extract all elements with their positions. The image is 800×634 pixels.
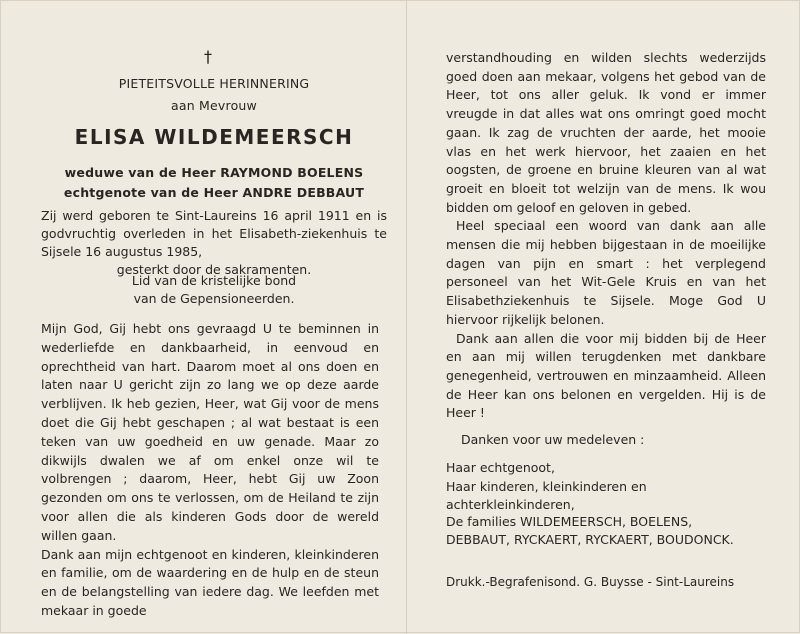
family-line-3: achterkleinkinderen, xyxy=(446,497,575,512)
right-paragraph-1: verstandhouding en wilden slechts wederzijds goed doen aan mekaar, volgens het gebod van de Heer, tot ons aller geluk. Ik vond er immer vreugde in dat alles wat ons omringt goed mocht gaan. Ik zag de vruchten der aarde, het mooie vlas en het werk hiervoor, het zaaien en het oogsten, de groene en bruine kleuren van al wat groeit en bloeit tot welzijn van de mens. Ik wou bidden om geloof en geloven in gebed. xyxy=(446,50,766,215)
membership xyxy=(41,272,387,308)
printer-credit: Drukk.-Begrafenisond. G. Buysse - Sint-Laureins xyxy=(446,575,735,589)
biography xyxy=(41,207,387,279)
heading: PIETEITSVOLLE HERINNERING xyxy=(118,76,310,91)
cross-icon: † xyxy=(204,47,212,66)
membership-line-1: Lid van de kristelijke bond xyxy=(131,273,297,288)
prayer-paragraph-2: Dank aan mijn echtgenoot en kinderen, kleinkinderen en familie, om de waardering en de hulp en de steun en de belangstelling van iedere dag. We leefden met mekaar in goede xyxy=(41,546,379,618)
family-line-2: Haar kinderen, kleinkinderen en xyxy=(446,479,647,494)
widow-of: weduwe van de Heer RAYMOND BOELENS xyxy=(64,165,364,180)
right-text xyxy=(446,49,766,423)
thanks-title: Danken voor uw medeleven : xyxy=(461,432,645,447)
biography-sacraments: gesterkt door de sakramenten. xyxy=(116,262,312,277)
right-paragraph-3: Dank aan allen die voor mij bidden bij de Heer en aan mij willen terugdenken met dankbare genegenheid, vertrouwen en minzaamheid. Alleen de Heer kan ons belonen en vergelden. Hij is de Heer ! xyxy=(446,330,766,421)
family-line-5: DEBBAUT, RYCKAERT, RYCKAERT, BOUDONCK. xyxy=(446,532,734,547)
fold-line xyxy=(406,1,407,634)
membership-line-2: van de Gepensioneerden. xyxy=(133,291,295,306)
prayer-paragraph-1: Mijn God, Gij hebt ons gevraagd U te beminnen in wederliefde en dankbaarheid, in eenvoud en oprechtheid van hart. Daarom moet al ons doen en laten naar U gericht zijn zo lang we op deze aarde verblijven. Ik heb gezien, Heer, wat Gij voor de mens doet die Gij hebt geschapen ; al wat bestaat is een teken van uw goedheid en uw genade. Maar zo dikwijls dwalen we af om enkel onze wil te volbrengen ; daarom, Heer, hebt Gij uw Zoon gezonden om ons te verlossen, om de Heiland te zijn voor allen die als kinderen Gods door de wereld willen gaan. xyxy=(41,321,379,543)
biography-text: Zij werd geboren te Sint-Laureins 16 april 1911 en is godvruchtig overleden in het Elisabeth-ziekenhuis te Sijsele 16 augustus 1985, xyxy=(41,208,387,259)
family-line-4: De families WILDEMEERSCH, BOELENS, xyxy=(446,514,693,529)
addressee-intro: aan Mevrouw xyxy=(171,98,257,113)
spouse-of: echtgenote van de Heer ANDRE DEBBAUT xyxy=(63,185,365,200)
prayer-text xyxy=(41,320,379,621)
deceased-name: ELISA WILDEMEERSCH xyxy=(74,125,354,149)
family-line-1: Haar echtgenoot, xyxy=(446,460,555,475)
right-paragraph-2: Heel speciaal een woord van dank aan alle mensen die mij hebben bijgestaan in de moeilijke dagen van pijn en smart : het verplegend personeel van het Wit-Gele Kruis en van het Elisabethziekenhuis te Sijsele. Moge God U hiervoor rijkelijk belonen. xyxy=(446,218,766,327)
